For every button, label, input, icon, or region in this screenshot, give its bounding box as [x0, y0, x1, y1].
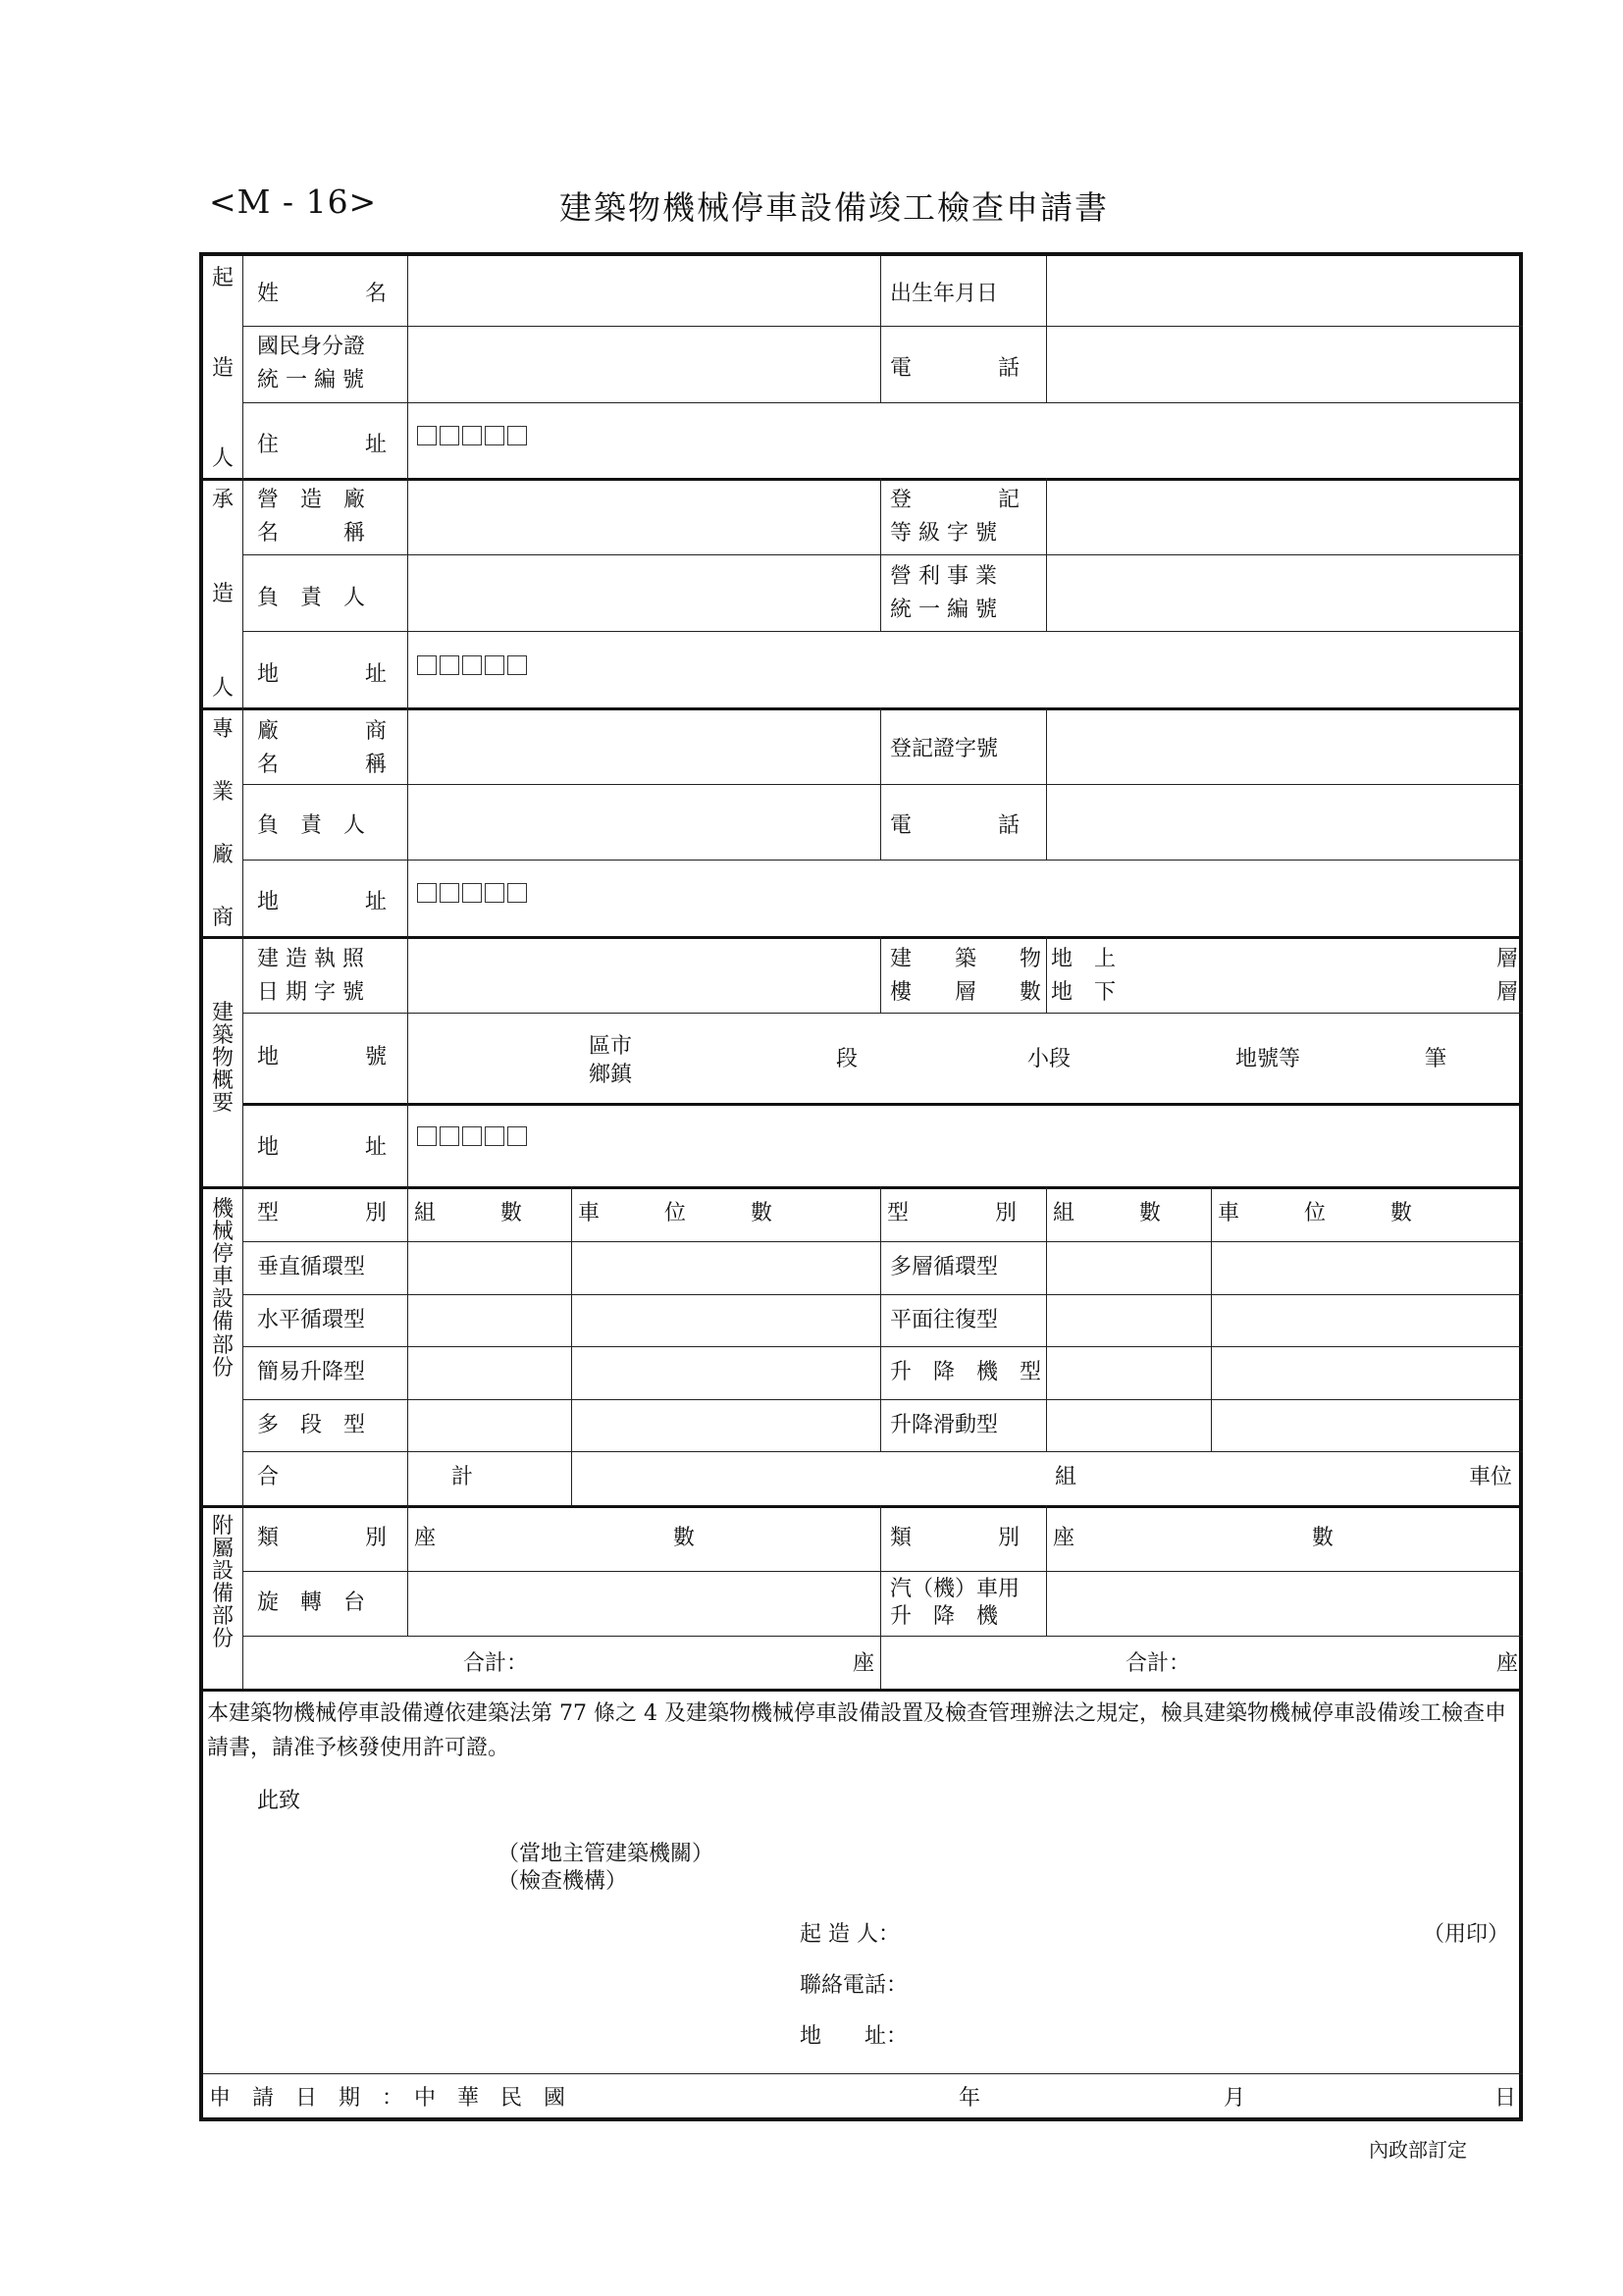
- section-label-applicant: [210, 266, 236, 472]
- equipment-type-left: 垂直循環型: [257, 1255, 366, 1279]
- label-vendor-phone: 電 話: [890, 813, 1021, 838]
- equipment-type-left: 簡易升降型: [257, 1360, 366, 1384]
- equipment-total-label: 合 計: [257, 1465, 474, 1489]
- section-char: 概: [211, 1069, 234, 1094]
- label-district-2: 鄉鎮: [589, 1063, 633, 1087]
- col-divider: [1046, 478, 1047, 631]
- section-label-building: [210, 1002, 236, 1115]
- col-divider: [880, 936, 881, 1013]
- section-char: 屬: [211, 1537, 234, 1562]
- statement-contact: 聯絡電話：: [800, 1973, 909, 1998]
- label-contractor-name-1: 營 造 廠: [257, 488, 366, 512]
- floor-unit: 層: [1496, 947, 1519, 971]
- row-divider: [242, 784, 1523, 785]
- section-char: 附: [211, 1514, 234, 1539]
- section-char: 承: [211, 488, 234, 512]
- col-header-type: 型 別: [257, 1201, 388, 1226]
- section-char: 部: [211, 1332, 234, 1358]
- label-id-2: 統 一 編 號: [257, 368, 364, 392]
- row-divider: [242, 1451, 1523, 1452]
- row-divider: [242, 402, 1523, 403]
- application-date-label: 申 請 日 期 ： 中 華 民 國: [209, 2086, 566, 2111]
- label-lot: 地 號: [257, 1045, 388, 1070]
- col-divider: [880, 707, 881, 860]
- statement-authority: （當地主管建築機關）: [497, 1842, 714, 1866]
- row-divider: [242, 631, 1523, 632]
- col-divider: [880, 256, 881, 402]
- label-floors-1: 建 築 物: [890, 947, 1042, 971]
- section-char: 建: [211, 1001, 234, 1025]
- section-char: 物: [211, 1046, 234, 1071]
- date-month: 月: [1224, 2086, 1246, 2111]
- section-char: 部: [211, 1604, 234, 1630]
- label-reg-1: 登 記: [890, 488, 1021, 512]
- section-char: 份: [211, 1627, 234, 1652]
- label-vendor-name-1: 廠 商: [257, 719, 388, 744]
- section-char: 人: [211, 445, 234, 471]
- col-divider: [242, 256, 243, 1689]
- label-reg-2: 等 級 字 號: [890, 521, 997, 546]
- floor-unit: 層: [1496, 980, 1519, 1005]
- section-char: 造: [211, 355, 234, 381]
- col-divider: [1046, 1186, 1047, 1451]
- form-title: 建築物機械停車設備竣工檢查申請書: [559, 188, 1109, 227]
- section-divider: [203, 936, 1523, 939]
- equipment-type-right: 升 降 機 型: [890, 1360, 1042, 1384]
- statement-salutation: 此致: [257, 1789, 301, 1813]
- accessory-subtotal-unit: 座: [853, 1651, 875, 1676]
- section-char: 廠: [211, 842, 234, 867]
- postal-code-boxes[interactable]: [417, 883, 527, 903]
- col-header-groups: 組 數: [1053, 1201, 1162, 1226]
- statement-address: 地 址：: [800, 2024, 909, 2049]
- accessory-subtotal: 合計：: [463, 1651, 529, 1676]
- row-divider: [242, 1399, 1523, 1400]
- section-char: 起: [211, 266, 234, 290]
- label-building-address: 地 址: [257, 1135, 388, 1160]
- label-above-ground: 地 上: [1051, 947, 1117, 971]
- issuer-note: 內政部訂定: [1369, 2138, 1467, 2162]
- section-divider: [203, 707, 1523, 710]
- section-char: 築: [211, 1023, 234, 1049]
- label-birth: 出生年月日: [890, 282, 999, 306]
- label-vendor-owner: 負 責 人: [257, 813, 366, 838]
- label-lot-unit: 筆: [1425, 1047, 1447, 1071]
- accessory-col-type: 類 別: [257, 1526, 388, 1550]
- section-char: 份: [211, 1355, 234, 1381]
- label-lot-etc: 地號等: [1235, 1047, 1301, 1071]
- postal-code-boxes[interactable]: [417, 1126, 527, 1146]
- label-section: 段: [836, 1047, 859, 1071]
- label-subsection: 小段: [1027, 1047, 1072, 1071]
- label-contractor-address: 地 址: [257, 662, 388, 687]
- label-district-1: 區市: [589, 1034, 633, 1059]
- col-divider: [1211, 1186, 1212, 1451]
- label-floors-2: 樓 層 數: [890, 980, 1042, 1005]
- label-biz-2: 統 一 編 號: [890, 598, 997, 622]
- application-form: [199, 252, 1523, 2121]
- section-char: 停: [211, 1242, 234, 1268]
- label-vendor-name-2: 名 稱: [257, 753, 388, 777]
- section-char: 商: [211, 905, 234, 930]
- section-divider: [203, 1689, 1523, 1692]
- section-char: 造: [211, 581, 234, 606]
- col-header-spaces: 車 位 數: [578, 1201, 773, 1226]
- label-biz-1: 營 利 事 業: [890, 564, 997, 589]
- col-divider: [1046, 1505, 1047, 1636]
- accessory-col-type: 類 別: [890, 1526, 1021, 1550]
- col-divider: [880, 1505, 881, 1689]
- section-char: 要: [211, 1091, 234, 1117]
- label-address: 住 址: [257, 433, 388, 457]
- col-divider: [1046, 936, 1047, 1013]
- row-divider: [242, 1103, 1523, 1106]
- section-divider: [203, 1186, 1523, 1189]
- section-char: 車: [211, 1265, 234, 1290]
- section-char: 專: [211, 717, 234, 742]
- label-vendor-reg: 登記證字號: [890, 737, 999, 761]
- equipment-type-left: 水平循環型: [257, 1308, 366, 1332]
- section-char: 備: [211, 1310, 234, 1335]
- statement-text: 本建築物機械停車設備遵依建築法第 77 條之 4 及建築物機械停車設備設置及檢查管理辦法之規定，檢具建築物機械停車設備竣工檢查申請書，請准予核發使用許可證。: [207, 1701, 1506, 1761]
- accessory-item-lift-2: 升 降 機: [890, 1604, 999, 1629]
- label-below-ground: 地 下: [1051, 980, 1117, 1005]
- equipment-total-spaces: 車位: [1469, 1465, 1513, 1489]
- accessory-col-count: 座 數: [414, 1526, 696, 1550]
- label-vendor-address: 地 址: [257, 890, 388, 914]
- equipment-type-left: 多 段 型: [257, 1413, 366, 1437]
- section-label-contractor: [210, 488, 236, 702]
- col-divider: [407, 256, 408, 1505]
- col-divider: [1046, 707, 1047, 860]
- col-divider: [880, 1186, 881, 1451]
- row-divider: [242, 1241, 1523, 1242]
- label-permit-1: 建 造 執 照: [257, 947, 364, 971]
- section-label-accessory: [210, 1515, 236, 1651]
- row-divider: [242, 1636, 1523, 1637]
- equipment-type-right: 多層循環型: [890, 1255, 999, 1279]
- section-char: 設: [211, 1287, 234, 1313]
- label-owner: 負 責 人: [257, 586, 366, 610]
- label-contractor-name-2: 名 稱: [257, 521, 366, 546]
- section-char: 備: [211, 1582, 234, 1607]
- row-divider: [203, 2073, 1523, 2074]
- section-label-vendor: [210, 717, 236, 931]
- section-char: 機: [211, 1197, 234, 1222]
- statement-applicant: 起 造 人：: [800, 1922, 900, 1947]
- col-header-spaces: 車 位 數: [1218, 1201, 1413, 1226]
- col-divider: [571, 1186, 572, 1451]
- accessory-subtotal-unit: 座: [1496, 1651, 1519, 1676]
- row-divider: [242, 860, 1523, 861]
- section-char: 人: [211, 675, 234, 701]
- accessory-item-lift-1: 汽（機）車用: [890, 1577, 1021, 1601]
- statement-stamp: （用印）: [1423, 1922, 1510, 1947]
- accessory-subtotal: 合計：: [1126, 1651, 1191, 1676]
- row-divider: [242, 1013, 1523, 1014]
- label-permit-2: 日 期 字 號: [257, 980, 364, 1005]
- col-divider: [880, 478, 881, 631]
- row-divider: [242, 554, 1523, 555]
- row-divider: [242, 1294, 1523, 1295]
- date-year: 年: [959, 2086, 981, 2111]
- label-phone: 電 話: [890, 356, 1021, 381]
- section-char: 械: [211, 1220, 234, 1245]
- date-day: 日: [1494, 2086, 1517, 2111]
- postal-code-boxes[interactable]: [417, 426, 527, 445]
- col-header-groups: 組 數: [414, 1201, 523, 1226]
- col-divider: [1046, 256, 1047, 402]
- row-divider: [242, 326, 1523, 327]
- section-divider: [203, 478, 1523, 481]
- section-label-equipment: [210, 1198, 236, 1380]
- equipment-type-right: 升降滑動型: [890, 1413, 999, 1437]
- equipment-total-groups: 組: [1055, 1465, 1077, 1489]
- col-divider: [407, 1505, 408, 1636]
- equipment-type-right: 平面往復型: [890, 1308, 999, 1332]
- accessory-item-turntable: 旋 轉 台: [257, 1591, 366, 1615]
- statement-agency: （檢查機構）: [497, 1869, 628, 1894]
- section-divider: [203, 1505, 1523, 1508]
- postal-code-boxes[interactable]: [417, 655, 527, 675]
- accessory-col-count: 座 數: [1053, 1526, 1335, 1550]
- form-code: <M - 16>: [209, 183, 378, 221]
- label-name: 姓 名: [257, 282, 388, 306]
- section-char: 業: [211, 779, 234, 805]
- row-divider: [242, 1571, 1523, 1572]
- col-header-type: 型 別: [887, 1201, 1018, 1226]
- col-divider: [571, 1451, 572, 1505]
- row-divider: [242, 1346, 1523, 1347]
- label-id-1: 國民身分證: [257, 335, 366, 359]
- section-char: 設: [211, 1559, 234, 1585]
